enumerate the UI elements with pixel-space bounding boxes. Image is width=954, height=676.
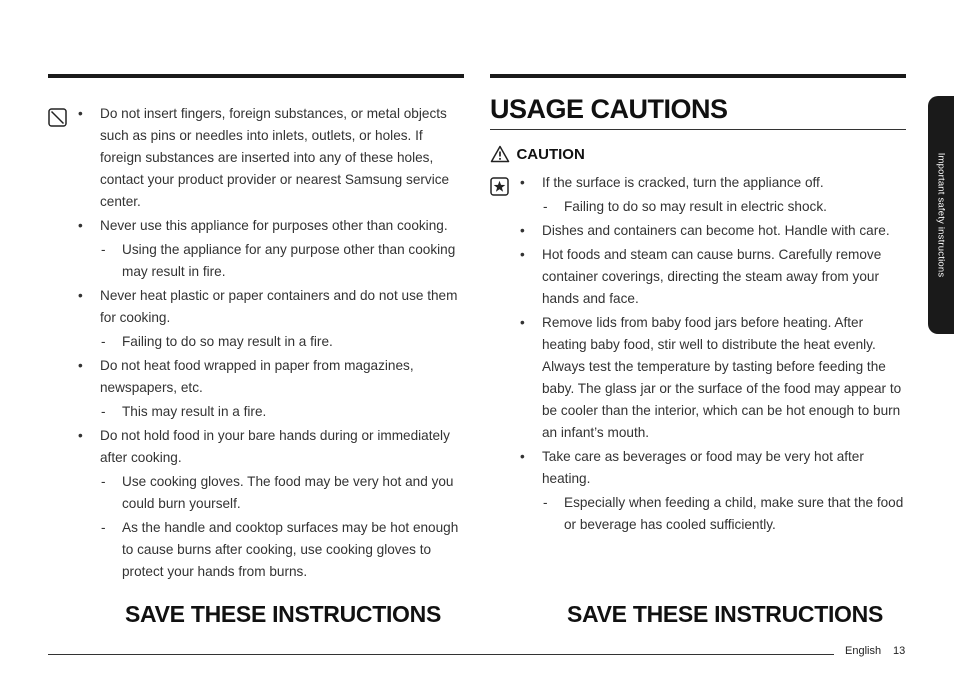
right-save-instructions: SAVE THESE INSTRUCTIONS xyxy=(567,601,883,627)
caution-label-row xyxy=(490,145,585,165)
caution-label: CAUTION xyxy=(516,145,585,163)
right-instruction-list xyxy=(518,172,908,538)
left-save-instructions: SAVE THESE INSTRUCTIONS xyxy=(125,601,441,627)
bullet-item: • Dishes and containers can become hot. Handle with care. xyxy=(518,220,908,242)
sub-item: - Use cooking gloves. The food may be very hot and you could burn yourself. xyxy=(76,471,464,515)
heading-underline xyxy=(490,129,906,130)
bullet-item: • Do not insert fingers, foreign substances, or metal objects such as pins or needles into inlets, outlets, or holes. If foreign substances are inserted into any of these holes, contact your product provider or nearest Samsung service center. xyxy=(76,103,464,213)
warning-triangle-icon xyxy=(490,145,510,163)
bullet-item: • If the surface is cracked, turn the appliance off. xyxy=(518,172,908,194)
side-tab-label: Important safety instructions xyxy=(935,152,947,278)
usage-cautions-heading: USAGE CAUTIONS xyxy=(490,94,728,124)
star-warning-icon xyxy=(490,177,509,196)
sub-item: - Especially when feeding a child, make sure that the food or beverage has cooled sufficiently. xyxy=(518,492,908,536)
left-instruction-list xyxy=(76,103,464,585)
bullet-item: • Do not heat food wrapped in paper from magazines, newspapers, etc. xyxy=(76,355,464,399)
footer-page-number: 13 xyxy=(893,645,906,657)
bullet-item: • Take care as beverages or food may be very hot after heating. xyxy=(518,446,908,490)
bullet-item: • Never heat plastic or paper containers and do not use them for cooking. xyxy=(76,285,464,329)
right-top-rule xyxy=(490,74,906,78)
footer-rule xyxy=(48,654,834,655)
footer-language: English xyxy=(845,645,882,657)
prohibited-icon xyxy=(48,108,67,127)
bullet-item: • Hot foods and steam can cause burns. Carefully remove container coverings, directing the steam away from your hands and face. xyxy=(518,244,908,310)
bullet-item: • Do not hold food in your bare hands during or immediately after cooking. xyxy=(76,425,464,469)
sub-item: - This may result in a fire. xyxy=(76,401,464,423)
sub-item: - Failing to do so may result in a fire. xyxy=(76,331,464,353)
sub-item: - Failing to do so may result in electric shock. xyxy=(518,196,908,218)
bullet-item: • Remove lids from baby food jars before heating. After heating baby food, stir well to distribute the heat evenly. Always test the temperature by tasting before feeding the baby. The glass jar or the surface of the food may appear to be cooler than the interior, which can be hot enough to burn an infant’s mouth. xyxy=(518,312,908,444)
section-side-tab xyxy=(928,96,954,334)
bullet-item: • Never use this appliance for purposes other than cooking. xyxy=(76,215,464,237)
left-top-rule xyxy=(48,74,464,78)
sub-item: - As the handle and cooktop surfaces may be hot enough to cause burns after cooking, use cooking gloves to protect your hands from burns. xyxy=(76,517,464,583)
sub-item: - Using the appliance for any purpose other than cooking may result in fire. xyxy=(76,239,464,283)
